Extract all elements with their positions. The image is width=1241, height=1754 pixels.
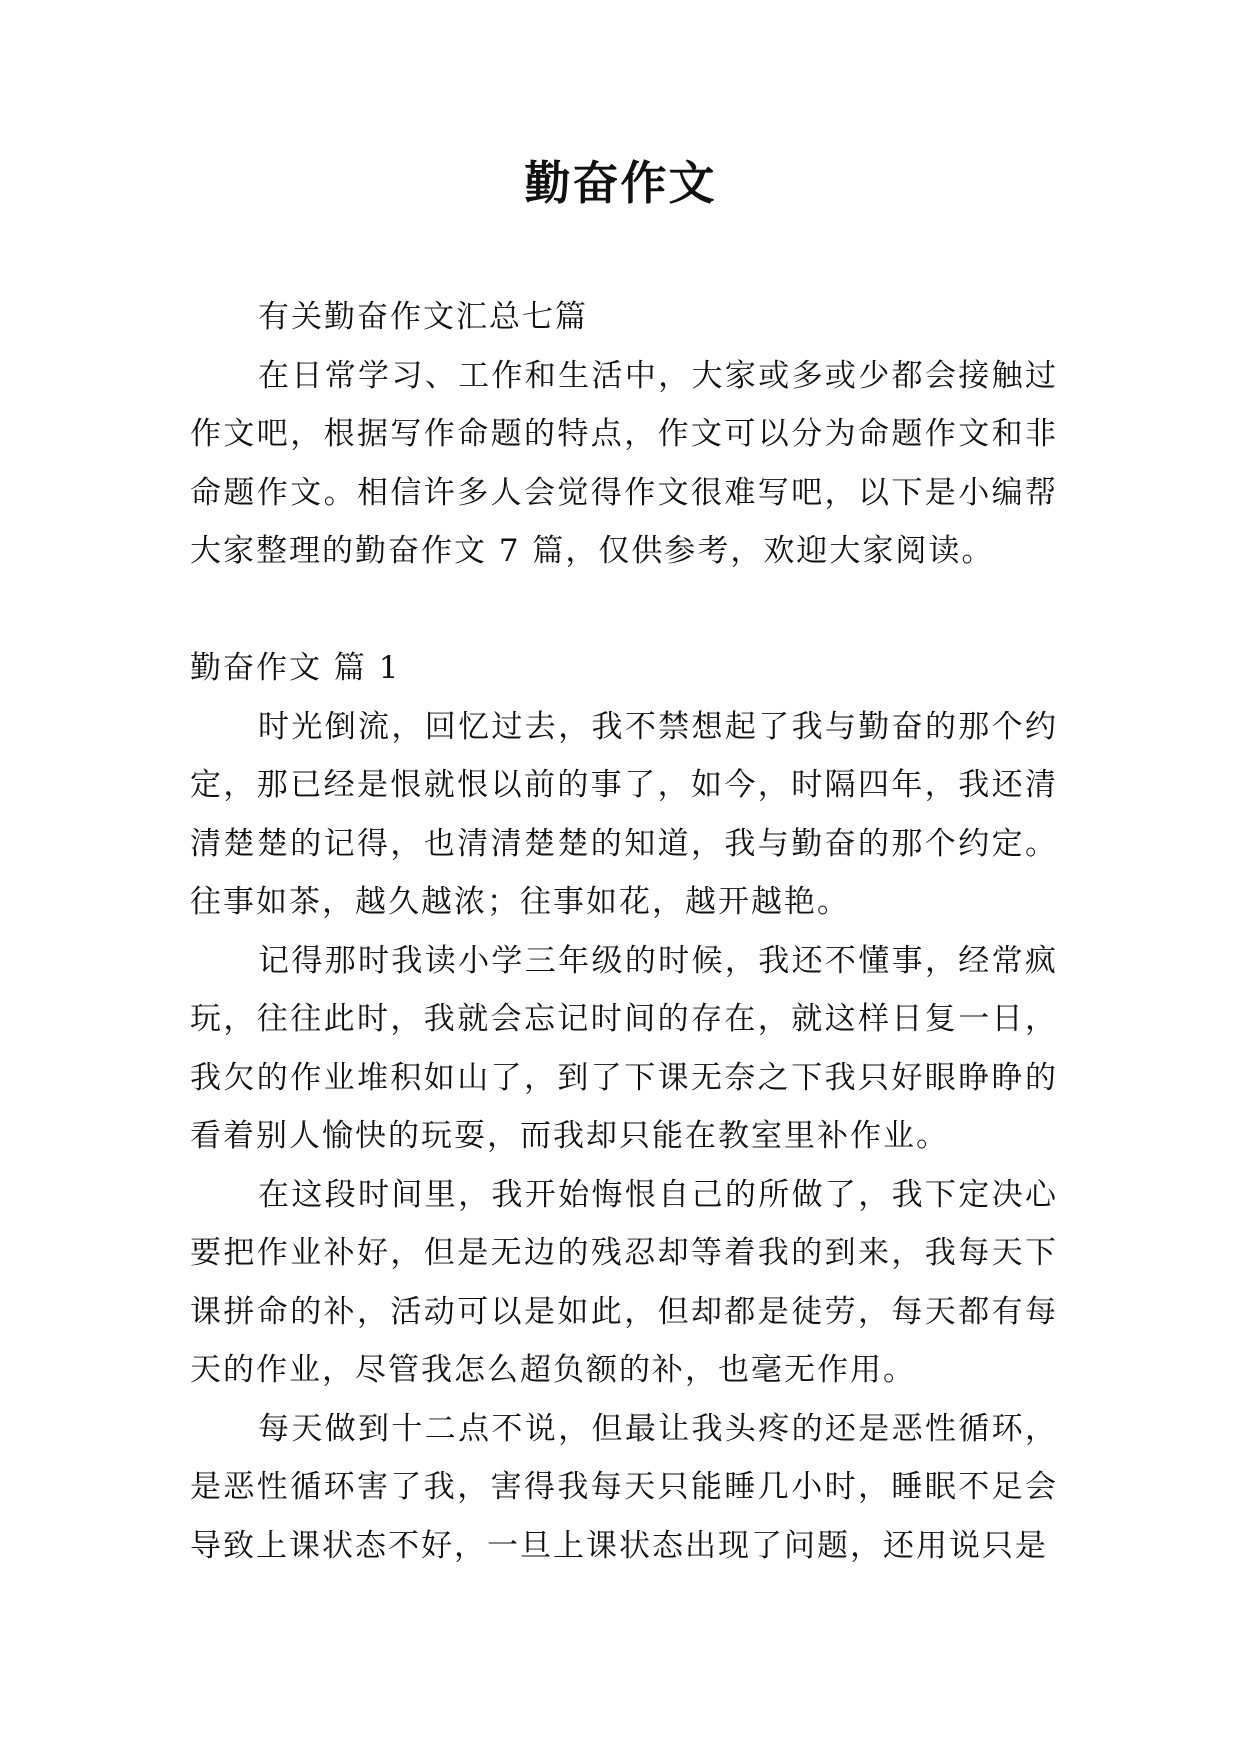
body-paragraph: 时光倒流，回忆过去，我不禁想起了我与勤奋的那个约定，那已经是恨就恨以前的事了，如今，时隔四年，我还清清楚楚的记得，也清清楚楚的知道，我与勤奋的那个约定。往事如茶，越久越浓；往事如花，越开越艳。: [190, 708, 1058, 920]
document-title: 勤奋作文: [524, 156, 717, 210]
body-paragraph: 在这段时间里，我开始悔恨自己的所做了，我下定决心要把作业补好，但是无边的残忍却等着我的到来，我每天下课拼命的补，活动可以是如此，但却都是徒劳，每天都有每天的作业，尽管我怎么超负额的补，也毫无作用。: [190, 1176, 1058, 1388]
body-paragraph: 记得那时我读小学三年级的时候，我还不懂事，经常疯玩，往往此时，我就会忘记时间的存在，就这样日复一日，我欠的作业堆积如山了，到了下课无奈之下我只好眼睁睁的看着别人愉快的玩耍，而我却只能在教室里补作业。: [190, 942, 1058, 1154]
section-heading: 勤奋作文 篇 1: [190, 650, 401, 686]
body-paragraph: 每天做到十二点不说，但最让我头疼的还是恶性循环，是恶性循环害了我，害得我每天只能睡几小时，睡眠不足会导致上课状态不好，一旦上课状态出现了问题，还用说只是: [190, 1410, 1058, 1564]
paragraph-spacer: [190, 581, 1058, 640]
intro-paragraph: 在日常学习、工作和生活中，大家或多或少都会接触过作文吧，根据写作命题的特点，作文可以分为命题作文和非命题作文。相信许多人会觉得作文很难写吧，以下是小编帮大家整理的勤奋作文 7 篇，仅供参考，欢迎大家阅读。: [190, 357, 1058, 569]
document-body: [190, 288, 1058, 1575]
document-subtitle: 有关勤奋作文汇总七篇: [258, 299, 588, 335]
